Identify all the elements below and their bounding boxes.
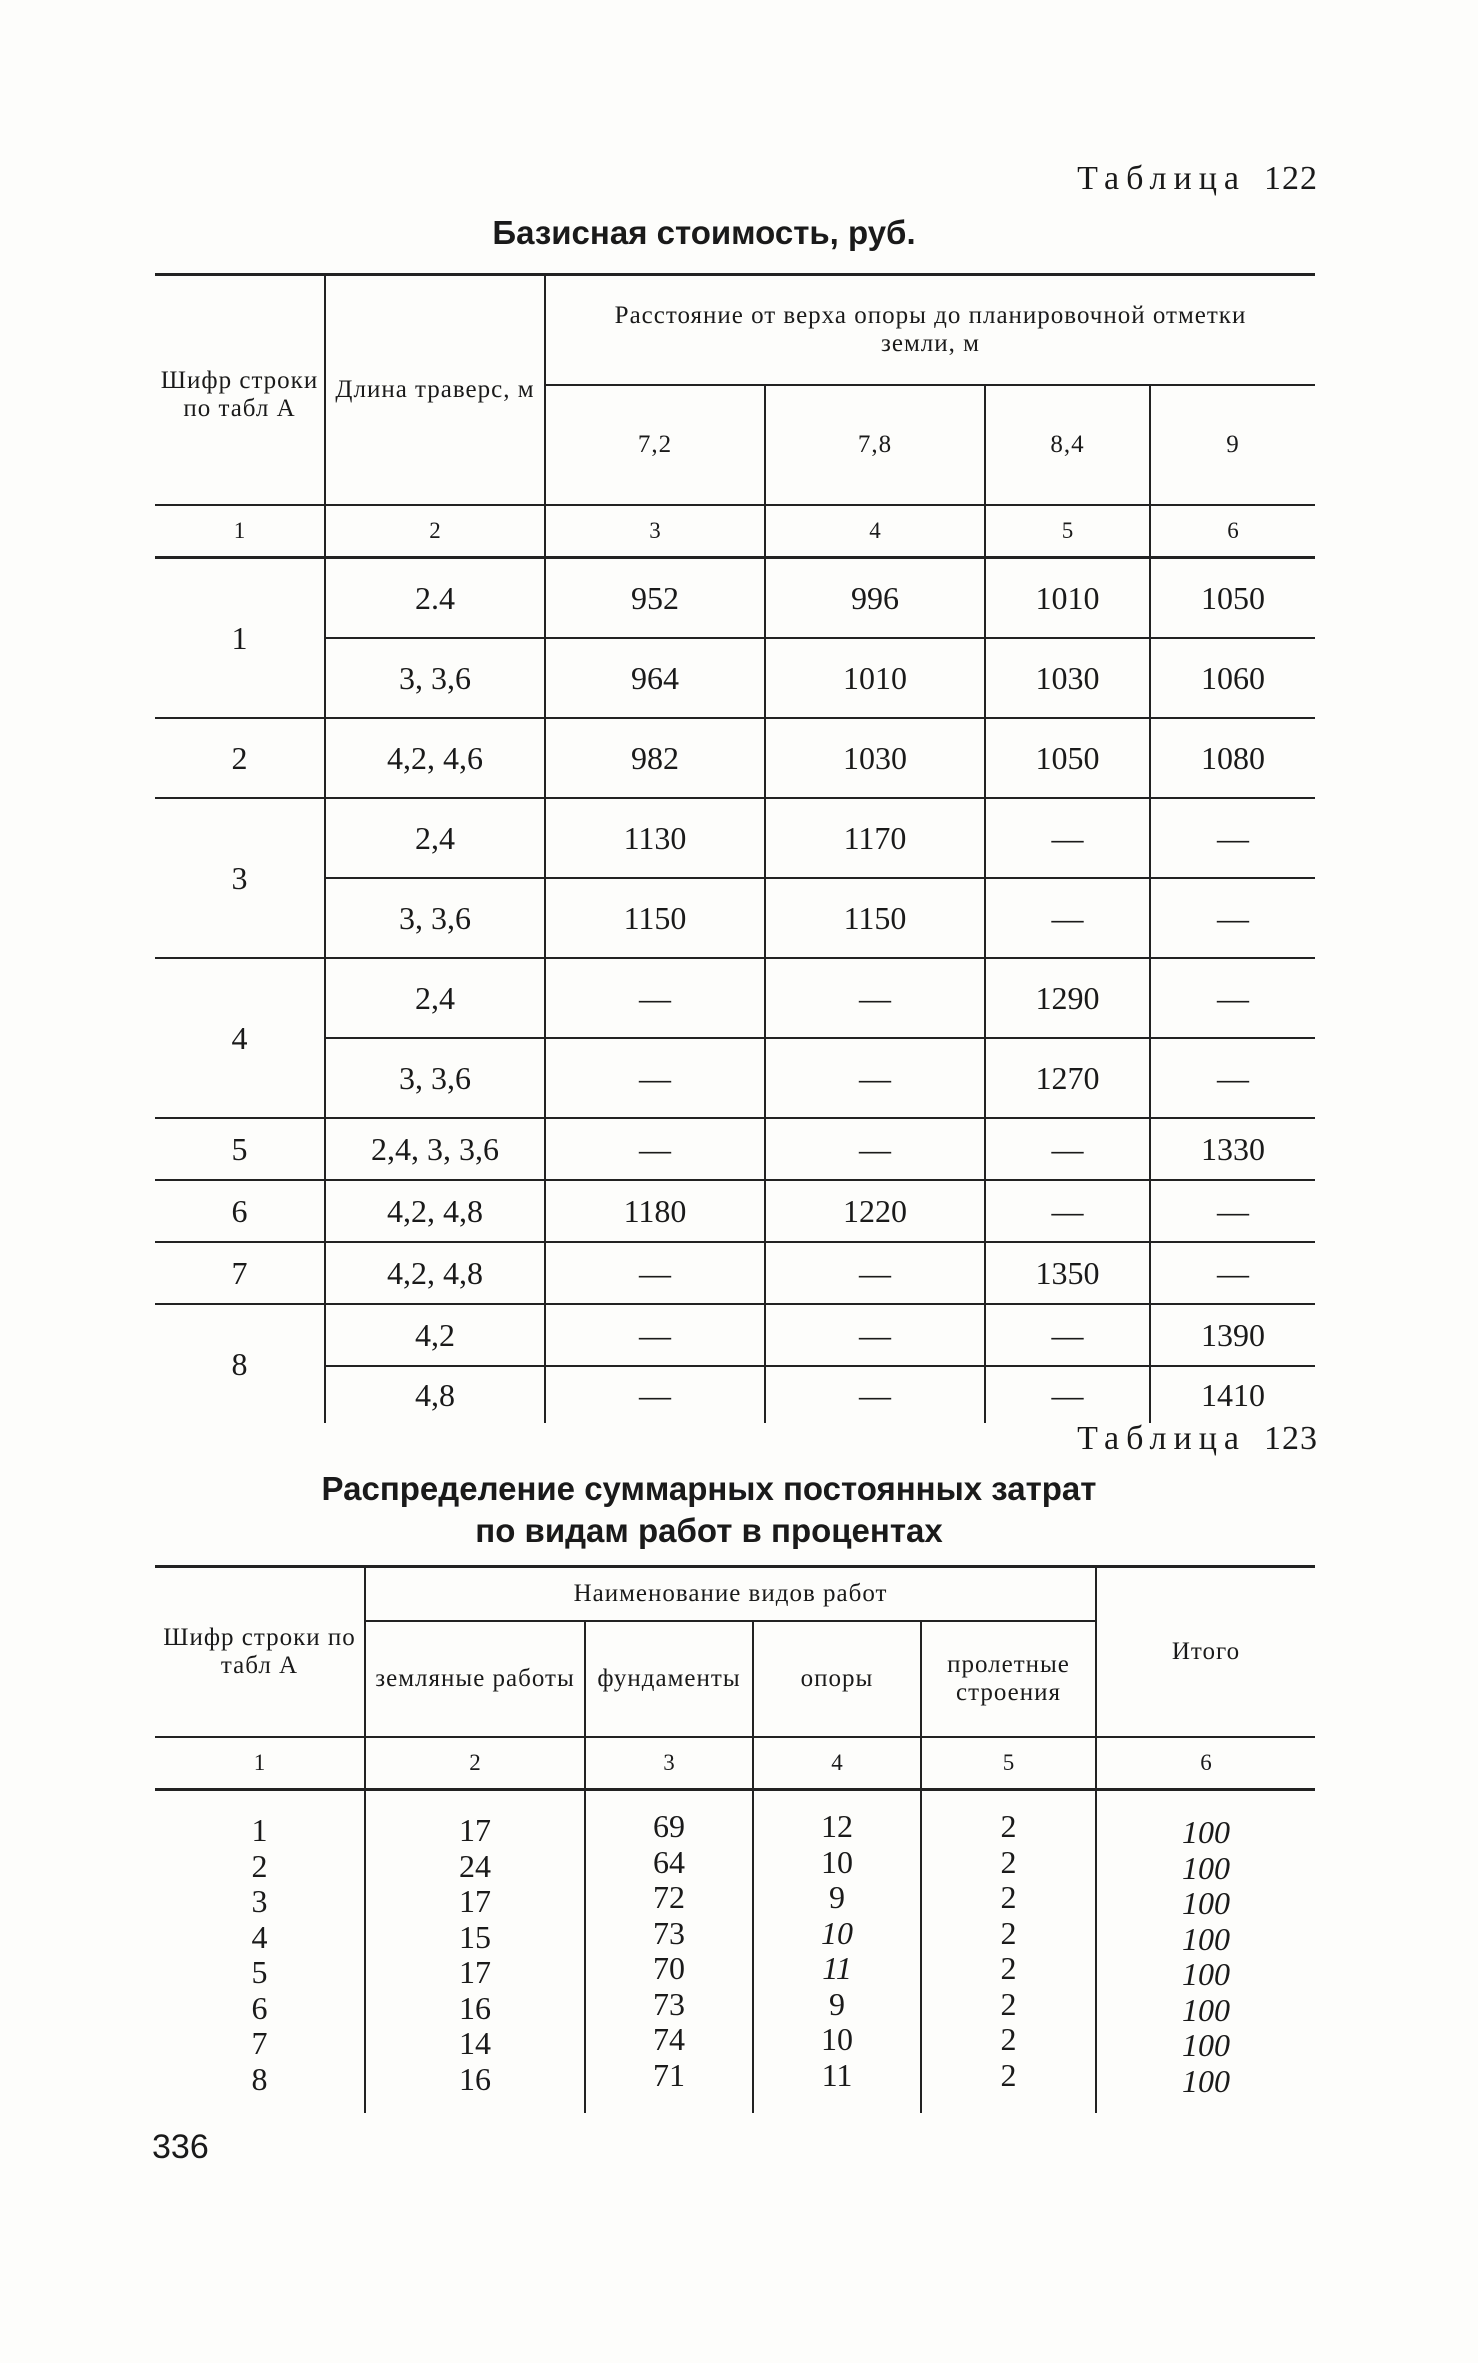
list-item: 5 <box>251 1954 268 1990</box>
list-item: 71 <box>653 2056 685 2093</box>
list-item: 12 <box>821 1808 853 1844</box>
value-cell: 1150 <box>545 878 765 958</box>
row-length: 3, 3,6 <box>325 1038 545 1118</box>
value-cell: 952 <box>545 558 765 639</box>
value-cell: 1170 <box>765 798 985 878</box>
value-cell: — <box>545 958 765 1038</box>
value-cell: — <box>1150 798 1315 878</box>
header-foundations: фундаменты <box>585 1621 753 1737</box>
list-item: 73 <box>653 1914 685 1951</box>
list-item: 100 <box>1182 2062 1230 2099</box>
table-122-title: Базисная стоимость, руб. <box>492 214 916 251</box>
list-item: 17 <box>459 1812 491 1848</box>
value-cell: 964 <box>545 638 765 718</box>
row-length: 2,4 <box>325 958 545 1038</box>
row-code: 3 <box>155 798 325 958</box>
value-cell: 1030 <box>985 638 1150 718</box>
foundations-column <box>585 1790 753 2114</box>
list-item: 2 <box>1000 2021 1017 2057</box>
list-item: 72 <box>653 1879 685 1915</box>
value-cell: 1060 <box>1150 638 1315 718</box>
row-length: 4,2, 4,8 <box>325 1180 545 1242</box>
value-cell: 1180 <box>545 1180 765 1242</box>
table-row <box>155 558 1315 639</box>
title-line-2: по видам работ в процентах <box>475 1512 943 1549</box>
header-earthworks: земляные работы <box>365 1621 585 1737</box>
index-cell: 3 <box>585 1737 753 1790</box>
table-label-word: Таблица <box>1077 160 1246 197</box>
table-label-number: 123 <box>1264 1420 1318 1457</box>
value-cell: 982 <box>545 718 765 798</box>
table-label-word: Таблица <box>1077 1420 1246 1457</box>
header-distance-group: Расстояние от верха опоры до планировочной отметки земли, м <box>545 275 1315 385</box>
value-cell: — <box>545 1118 765 1180</box>
value-cell: 1270 <box>985 1038 1150 1118</box>
list-item: 2 <box>1000 1879 1017 1915</box>
row-code: 7 <box>155 1242 325 1304</box>
index-cell: 5 <box>921 1737 1096 1790</box>
value-cell: 996 <box>765 558 985 639</box>
header-supports: опоры <box>753 1621 921 1737</box>
supports-column <box>753 1790 921 2114</box>
list-item: 1 <box>251 1812 268 1848</box>
value-cell: — <box>985 1304 1150 1366</box>
value-cell: 1330 <box>1150 1118 1315 1180</box>
row-length: 4,2 <box>325 1304 545 1366</box>
row-length: 4,2, 4,6 <box>325 718 545 798</box>
index-cell: 2 <box>365 1737 585 1790</box>
total-column <box>1096 1790 1315 2114</box>
value-cell: — <box>545 1242 765 1304</box>
list-item: 2 <box>1000 1843 1017 1880</box>
value-cell: — <box>545 1366 765 1423</box>
table-label-number: 122 <box>1264 160 1318 197</box>
spans-column <box>921 1790 1096 2114</box>
value-cell: — <box>765 1038 985 1118</box>
row-length: 2.4 <box>325 558 545 639</box>
value-cell: — <box>1150 1242 1315 1304</box>
codes-column <box>155 1790 365 2114</box>
value-cell: — <box>1150 878 1315 958</box>
list-item: 2 <box>1000 1808 1017 1844</box>
header-height-1: 7,2 <box>545 385 765 505</box>
list-item: 2 <box>1000 1950 1017 1986</box>
table-row <box>155 798 1315 878</box>
value-cell: — <box>765 1366 985 1423</box>
row-code: 6 <box>155 1180 325 1242</box>
list-item: 11 <box>821 2056 853 2093</box>
list-item: 24 <box>459 1847 491 1884</box>
row-length: 3, 3,6 <box>325 878 545 958</box>
value-cell: 1390 <box>1150 1304 1315 1366</box>
header-height-3: 8,4 <box>985 385 1150 505</box>
value-cell: — <box>545 1038 765 1118</box>
value-cell: 1050 <box>1150 558 1315 639</box>
table-row <box>155 1242 1315 1304</box>
value-cell: — <box>985 1118 1150 1180</box>
header-works-group: Наименование видов работ <box>365 1567 1096 1622</box>
value-cell: — <box>765 1118 985 1180</box>
list-item: 6 <box>251 1989 268 2026</box>
list-item: 8 <box>251 2060 268 2097</box>
list-item: 69 <box>653 1808 685 1844</box>
value-cell: 1220 <box>765 1180 985 1242</box>
table-row <box>155 1180 1315 1242</box>
value-cell: — <box>1150 1180 1315 1242</box>
table-122-label <box>1077 160 1318 198</box>
value-cell: 1150 <box>765 878 985 958</box>
index-cell: 3 <box>545 505 765 558</box>
row-length: 2,4 <box>325 798 545 878</box>
table-row <box>155 718 1315 798</box>
list-item: 2 <box>1000 1914 1017 1951</box>
list-item: 17 <box>459 1883 491 1919</box>
value-cell: 1050 <box>985 718 1150 798</box>
list-item: 4 <box>251 1918 268 1955</box>
list-item: 100 <box>1182 1991 1230 2028</box>
header-height-4: 9 <box>1150 385 1315 505</box>
row-code: 5 <box>155 1118 325 1180</box>
list-item: 100 <box>1182 1814 1230 1850</box>
value-cell: 1350 <box>985 1242 1150 1304</box>
list-item: 7 <box>251 2025 268 2061</box>
list-item: 2 <box>251 1847 268 1884</box>
list-item: 11 <box>822 1950 852 1986</box>
list-item: 100 <box>1182 1920 1230 1957</box>
header-total: Итого <box>1096 1567 1315 1738</box>
header-height-2: 7,8 <box>765 385 985 505</box>
page-number: 336 <box>152 2128 209 2166</box>
list-item: 10 <box>821 1914 853 1951</box>
value-cell: — <box>985 1180 1150 1242</box>
header-code: Шифр строки по табл А <box>155 1567 365 1738</box>
index-cell: 5 <box>985 505 1150 558</box>
value-cell: — <box>985 798 1150 878</box>
value-cell: 1010 <box>765 638 985 718</box>
list-item: 100 <box>1182 2027 1230 2063</box>
list-item: 17 <box>459 1954 491 1990</box>
index-cell: 6 <box>1096 1737 1315 1790</box>
index-cell: 1 <box>155 505 325 558</box>
index-cell: 4 <box>765 505 985 558</box>
table-row <box>155 1038 1315 1118</box>
list-item: 9 <box>829 1879 845 1915</box>
table-row <box>155 638 1315 718</box>
list-item: 14 <box>459 2025 491 2061</box>
value-cell: — <box>765 1242 985 1304</box>
title-line-1: Распределение суммарных постоянных затрат <box>321 1470 1097 1507</box>
list-item: 2 <box>1000 1985 1017 2022</box>
list-item: 100 <box>1182 1885 1230 1921</box>
value-cell: 1410 <box>1150 1366 1315 1423</box>
earthworks-column <box>365 1790 585 2114</box>
table-row <box>155 958 1315 1038</box>
header-length: Длина траверс, м <box>325 275 545 506</box>
value-cell: 1010 <box>985 558 1150 639</box>
index-cell: 2 <box>325 505 545 558</box>
value-cell: — <box>765 958 985 1038</box>
table-row <box>155 1118 1315 1180</box>
table-row <box>155 1366 1315 1423</box>
list-item: 9 <box>829 1985 845 2022</box>
table-123-title <box>0 1468 1448 1552</box>
value-cell: — <box>1150 1038 1315 1118</box>
list-item: 73 <box>653 1985 685 2022</box>
index-cell: 4 <box>753 1737 921 1790</box>
row-length: 2,4, 3, 3,6 <box>325 1118 545 1180</box>
list-item: 64 <box>653 1843 685 1880</box>
row-code: 2 <box>155 718 325 798</box>
row-length: 3, 3,6 <box>325 638 545 718</box>
header-code: Шифр строки по табл А <box>155 275 325 506</box>
row-code: 4 <box>155 958 325 1118</box>
table-row <box>155 1304 1315 1366</box>
list-item: 2 <box>1000 2056 1017 2093</box>
row-length: 4,8 <box>325 1366 545 1423</box>
value-cell: — <box>545 1304 765 1366</box>
index-cell: 6 <box>1150 505 1315 558</box>
value-cell: 1030 <box>765 718 985 798</box>
list-item: 16 <box>459 1989 491 2026</box>
header-spans: пролетные строения <box>921 1621 1096 1737</box>
base-cost-table <box>155 273 1315 1423</box>
list-item: 70 <box>653 1950 685 1986</box>
row-code: 1 <box>231 619 248 656</box>
list-item: 100 <box>1182 1956 1230 1992</box>
list-item: 16 <box>459 2060 491 2097</box>
row-code: 8 <box>155 1304 325 1423</box>
value-cell: — <box>985 1366 1150 1423</box>
list-item: 100 <box>1182 1849 1230 1886</box>
value-cell: — <box>1150 958 1315 1038</box>
cost-distribution-table <box>155 1565 1315 2113</box>
value-cell: — <box>765 1304 985 1366</box>
list-item: 10 <box>821 2021 853 2057</box>
list-item: 10 <box>821 1843 853 1880</box>
value-cell: 1080 <box>1150 718 1315 798</box>
value-cell: — <box>985 878 1150 958</box>
value-cell: 1290 <box>985 958 1150 1038</box>
list-item: 3 <box>251 1883 268 1919</box>
list-item: 15 <box>459 1918 491 1955</box>
table-row <box>155 878 1315 958</box>
row-length: 4,2, 4,8 <box>325 1242 545 1304</box>
value-cell: 1130 <box>545 798 765 878</box>
table-123-label <box>1077 1420 1318 1458</box>
list-item: 74 <box>653 2021 685 2057</box>
index-cell: 1 <box>155 1737 365 1790</box>
